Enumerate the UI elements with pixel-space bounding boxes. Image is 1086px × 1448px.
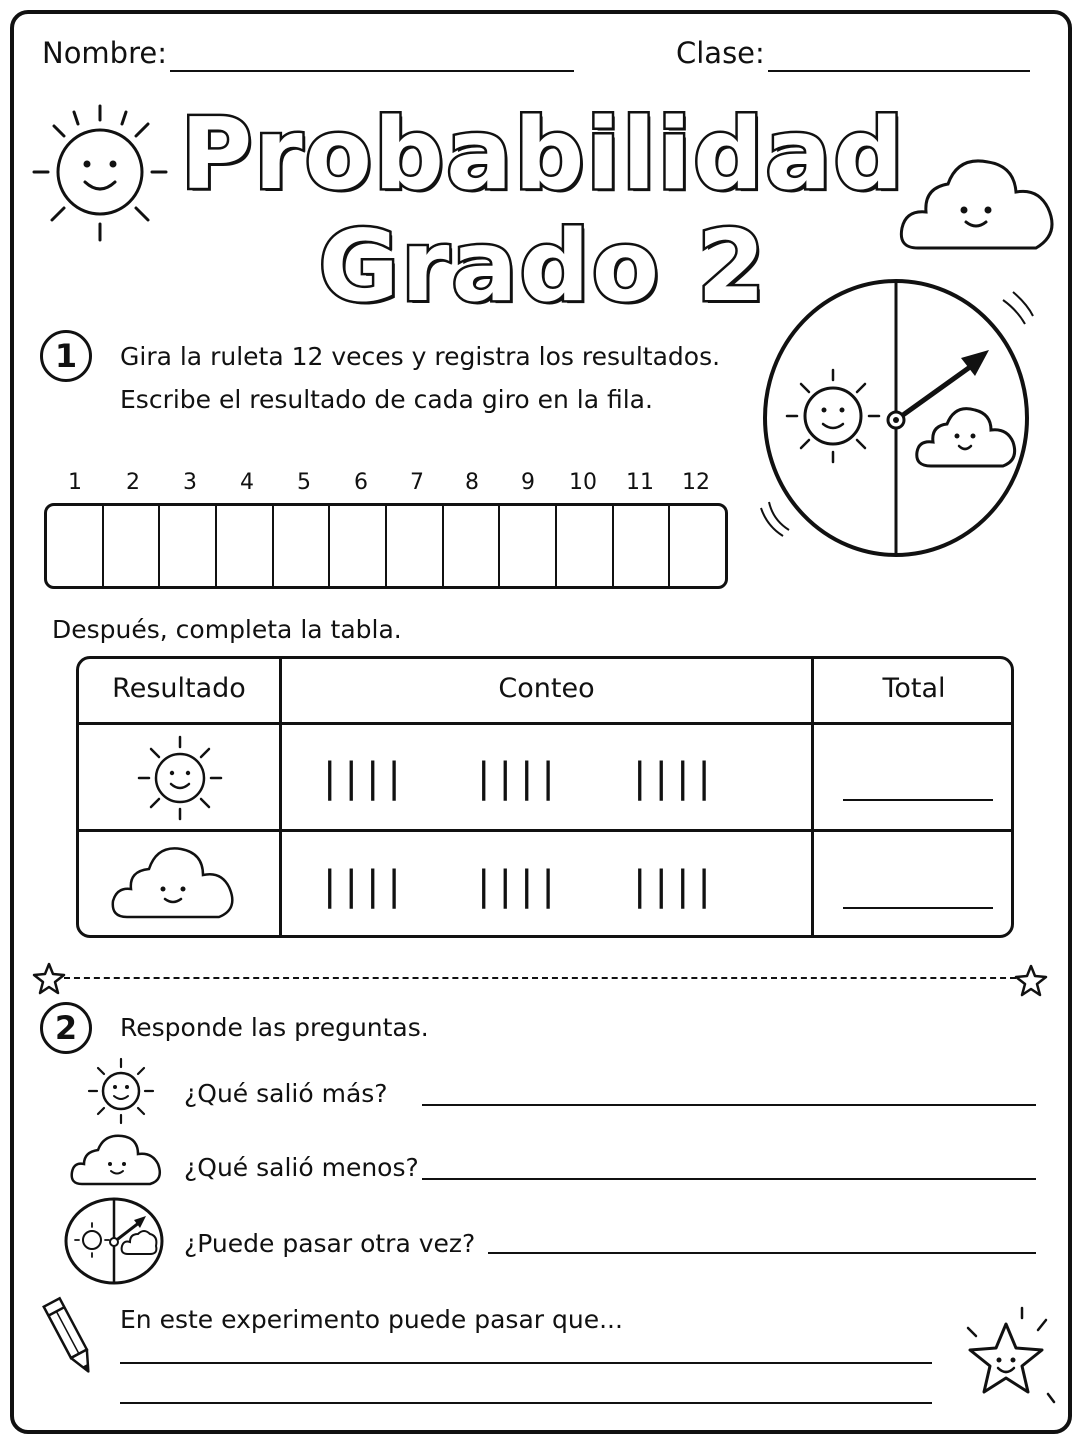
box-number: 3 <box>183 470 197 495</box>
pencil-icon <box>44 1292 96 1382</box>
result-box[interactable] <box>444 506 501 586</box>
box-number: 12 <box>682 470 710 495</box>
conclusion-line-1[interactable] <box>120 1362 932 1364</box>
tally-group: |||| <box>477 863 563 909</box>
section-2-instruction: Responde las preguntas. <box>120 1013 429 1042</box>
tally-group: |||| <box>477 755 563 801</box>
result-box[interactable] <box>387 506 444 586</box>
header-result: Resultado <box>112 673 246 704</box>
sun-icon <box>30 100 170 250</box>
question-again: ¿Puede pasar otra vez? <box>184 1229 476 1258</box>
instruction-1: Gira la ruleta 12 veces y registra los resultados. <box>120 342 721 371</box>
section-divider <box>64 977 1016 979</box>
header-count: Conteo <box>498 673 595 704</box>
tally-group: |||| <box>323 755 409 801</box>
tally-table <box>76 656 1014 938</box>
box-number: 5 <box>297 470 311 495</box>
star-icon <box>1014 964 1048 998</box>
class-field[interactable] <box>768 70 1030 72</box>
answer-most-field[interactable] <box>422 1104 1036 1106</box>
section-1-number: 1 <box>40 330 92 382</box>
result-box[interactable] <box>47 506 104 586</box>
box-number: 9 <box>521 470 535 495</box>
spinner-icon[interactable] <box>755 280 1055 570</box>
conclusion-line-2[interactable] <box>120 1402 932 1404</box>
total-field-sun[interactable] <box>843 799 993 801</box>
name-label: Nombre: <box>42 36 167 70</box>
question-least: ¿Qué salió menos? <box>184 1153 419 1182</box>
box-number: 6 <box>354 470 368 495</box>
instruction-2: Escribe el resultado de cada giro en la fila. <box>120 385 653 414</box>
box-number: 11 <box>626 470 654 495</box>
section-2-number: 2 <box>40 1002 92 1054</box>
spinner-icon <box>62 1196 166 1286</box>
star-icon <box>950 1302 1062 1412</box>
box-number: 2 <box>126 470 140 495</box>
table-instruction: Después, completa la tabla. <box>52 615 402 644</box>
star-icon <box>32 962 66 996</box>
result-box[interactable] <box>614 506 671 586</box>
tally-group: |||| <box>633 755 719 801</box>
result-boxes <box>44 503 728 589</box>
box-number: 4 <box>240 470 254 495</box>
result-box[interactable] <box>330 506 387 586</box>
total-field-cloud[interactable] <box>843 907 993 909</box>
sun-icon <box>135 735 225 821</box>
result-box[interactable] <box>500 506 557 586</box>
name-field[interactable] <box>170 70 574 72</box>
cloud-icon <box>70 1130 164 1188</box>
cloud-icon <box>898 148 1058 258</box>
box-number: 7 <box>410 470 424 495</box>
result-box[interactable] <box>104 506 161 586</box>
result-box[interactable] <box>217 506 274 586</box>
answer-least-field[interactable] <box>422 1178 1036 1180</box>
result-box[interactable] <box>557 506 614 586</box>
box-number: 10 <box>569 470 597 495</box>
result-box[interactable] <box>274 506 331 586</box>
class-label: Clase: <box>676 36 765 70</box>
conclusion-prompt: En este experimento puede pasar que... <box>120 1305 623 1334</box>
cloud-icon <box>111 839 237 923</box>
answer-again-field[interactable] <box>488 1252 1036 1254</box>
page-subtitle: Grado 2 <box>318 210 768 324</box>
page-title: Probabilidad <box>180 98 906 212</box>
question-most: ¿Qué salió más? <box>184 1079 388 1108</box>
tally-group: |||| <box>323 863 409 909</box>
tally-group: |||| <box>633 863 719 909</box>
result-box[interactable] <box>670 506 725 586</box>
result-box[interactable] <box>160 506 217 586</box>
box-number: 1 <box>68 470 82 495</box>
sun-icon <box>86 1056 156 1126</box>
header-total: Total <box>882 673 946 704</box>
box-number: 8 <box>465 470 479 495</box>
